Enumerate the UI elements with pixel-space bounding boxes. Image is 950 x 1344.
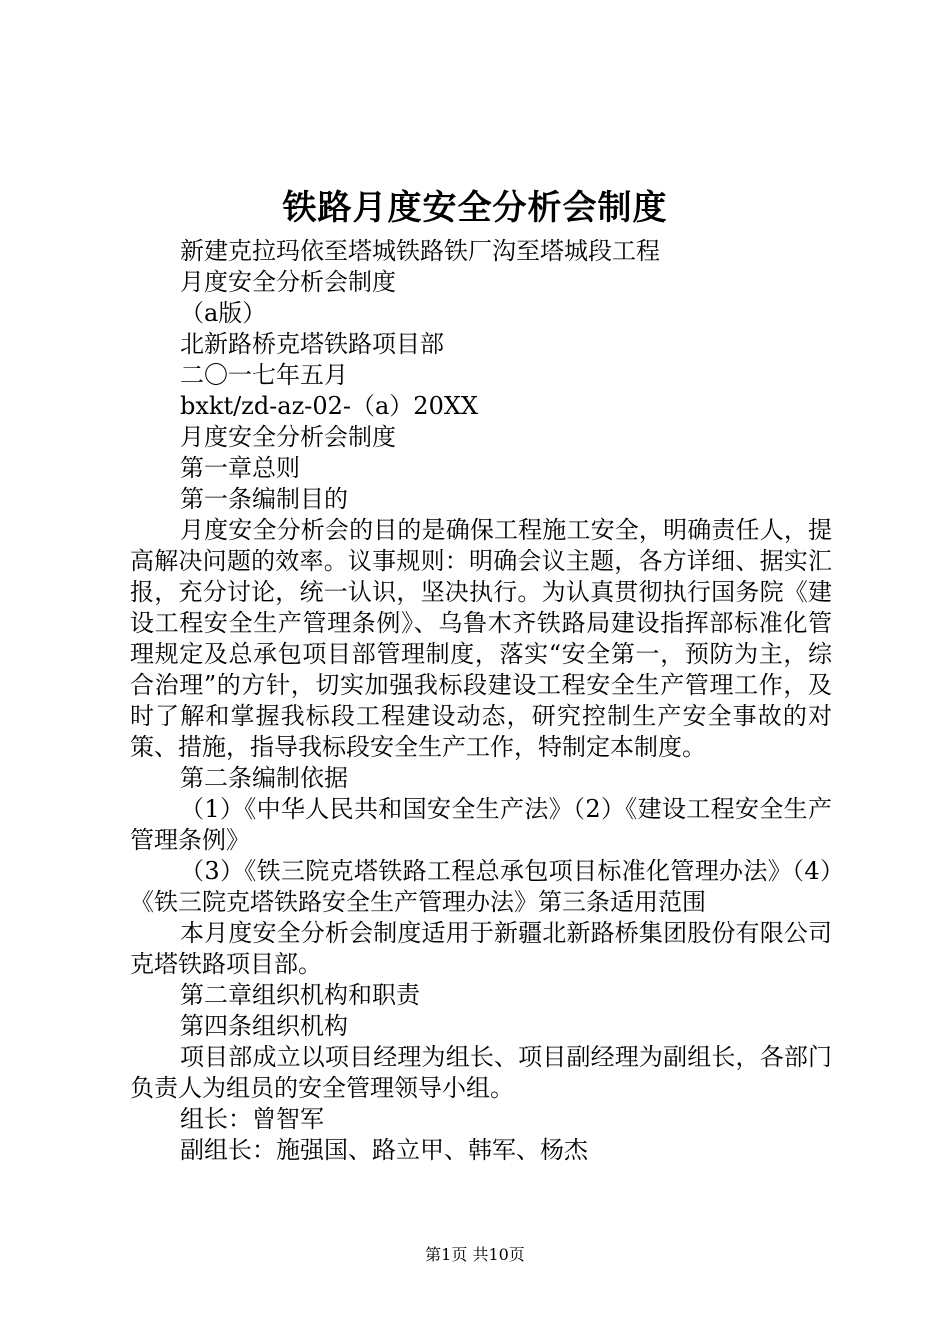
chapter-heading: 第二章组织机构和职责 — [180, 981, 420, 1009]
doc-subtitle-line: 月度安全分析会制度 — [180, 268, 396, 296]
document-title: 铁路月度安全分析会制度 — [282, 188, 668, 228]
body-paragraph: （3）《铁三院克塔铁路工程总承包项目标准化管理办法》（4）《铁三院克塔铁路安全生产管理办法》第三条适用范围 — [130, 857, 832, 916]
body-paragraph: 月度安全分析会的目的是确保工程施工安全，明确责任人，提高解决问题的效率。议事规则：明确会议主题，各方详细、据实汇报，充分讨论，统一认识，坚决执行。为认真贯彻执行国务院《建设工程安全生产管理条例》、乌鲁木齐铁路局建设指挥部标准化管理规定及总承包项目部管理制度，落实“安全第一，预防为主，综合治理”的方针，切实加强我标段建设工程安全生产管理工作，及时了解和掌握我标段工程建设动态，研究控制生产安全事故的对策、措施，指导我标段安全生产工作，特制定本制度。 — [130, 516, 832, 761]
article-heading: 第二条编制依据 — [180, 764, 348, 792]
body-paragraph: （1）《中华人民共和国安全生产法》（2）《建设工程安全生产管理条例》 — [130, 795, 832, 854]
project-name-line: 新建克拉玛依至塔城铁路铁厂沟至塔城段工程 — [180, 237, 660, 265]
doc-code-line: bxkt/zd-az-02-（a）20XX — [180, 392, 479, 420]
body-paragraph: 本月度安全分析会制度适用于新疆北新路桥集团股份有限公司克塔铁路项目部。 — [130, 919, 832, 978]
article-heading: 第一条编制目的 — [180, 485, 348, 513]
chapter-heading: 第一章总则 — [180, 454, 300, 482]
article-heading: 第四条组织机构 — [180, 1012, 348, 1040]
document-body — [130, 236, 832, 1166]
page-footer: 第1页 共10页 — [425, 1245, 525, 1264]
body-paragraph: 项目部成立以项目经理为组长、项目副经理为副组长，各部门负责人为组员的安全管理领导小组。 — [130, 1043, 832, 1102]
date-line: 二〇一七年五月 — [180, 361, 348, 389]
deputy-leader-line: 副组长：施强国、路立甲、韩军、杨杰 — [180, 1136, 588, 1164]
version-line: （a版） — [180, 299, 267, 327]
department-line: 北新路桥克塔铁路项目部 — [180, 330, 444, 358]
leader-line: 组长：曾智军 — [180, 1105, 324, 1133]
section-title-line: 月度安全分析会制度 — [180, 423, 396, 451]
